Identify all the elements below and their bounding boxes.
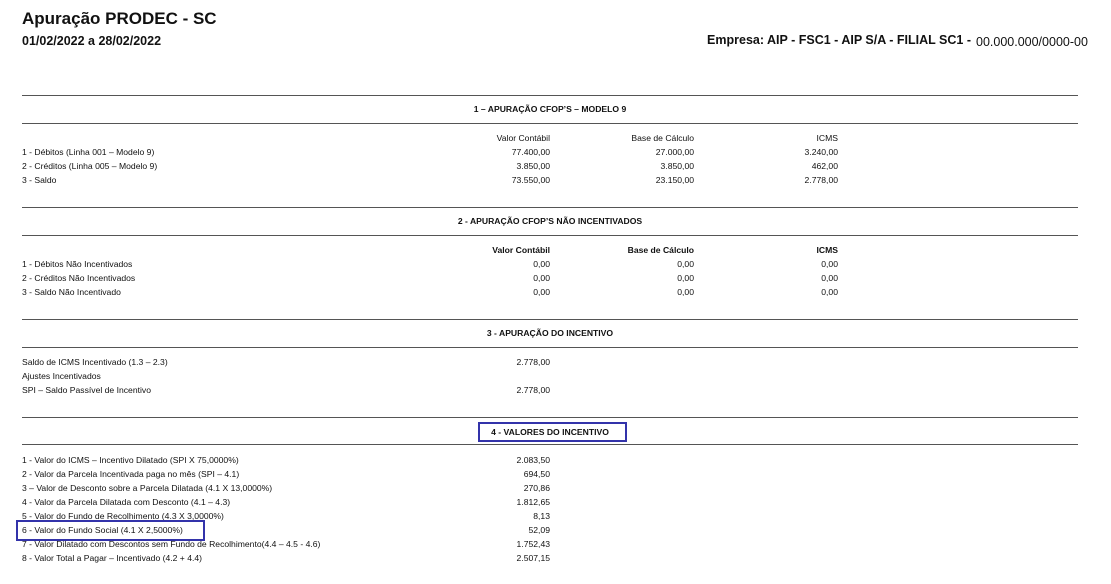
s1-row-v3: 462,00 [811, 161, 838, 171]
s1-row-v1: 73.550,00 [511, 175, 550, 185]
section-divider [22, 417, 1078, 418]
s2-row-v3: 0,00 [821, 273, 838, 283]
s2-row-v3: 0,00 [821, 259, 838, 269]
s3-row-value: 2.778,00 [516, 357, 550, 367]
section-4-highlight-box [478, 422, 627, 442]
s4-row-label: 4 - Valor da Parcela Dilatada com Desconto (4.1 – 4.3) [22, 497, 231, 507]
s3-row-label: Ajustes Incentivados [22, 371, 101, 381]
s4-row-value: 694,50 [523, 469, 550, 479]
s2-row-v1: 0,00 [533, 287, 550, 297]
s4-row-value: 2.507,15 [516, 553, 550, 563]
section-divider [22, 123, 1078, 124]
s2-row-v3: 0,00 [821, 287, 838, 297]
section-divider [22, 207, 1078, 208]
empresa-label: Empresa: AIP - FSC1 - AIP S/A - FILIAL SC1 - [707, 33, 971, 47]
s2-row-v2: 0,00 [677, 259, 694, 269]
s1-row-label: 2 - Créditos (Linha 005 – Modelo 9) [22, 161, 158, 171]
s4-row-label: 6 - Valor do Fundo Social (4.1 X 2,5000%) [22, 525, 183, 535]
s4-row-label: 1 - Valor do ICMS – Incentivo Dilatado (SPI X 75,0000%) [22, 455, 239, 465]
col-valor-contabil: Valor Contábil [496, 133, 550, 143]
col-base-calculo: Base de Cálculo [627, 245, 694, 255]
s2-row-label: 2 - Créditos Não Incentivados [22, 273, 136, 283]
section-divider [22, 444, 1078, 445]
section-2-title: 2 - APURAÇÃO CFOP’S NÃO INCENTIVADOS [457, 216, 643, 226]
s1-row-label: 1 - Débitos (Linha 001 – Modelo 9) [22, 147, 155, 157]
s3-row-value: 2.778,00 [516, 385, 550, 395]
row-6-highlight-box [16, 520, 205, 541]
s2-row-label: 1 - Débitos Não Incentivados [22, 259, 133, 269]
s1-row-v3: 2.778,00 [804, 175, 838, 185]
s1-row-label: 3 - Saldo [22, 175, 57, 185]
period-range: 01/02/2022 a 28/02/2022 [22, 34, 162, 48]
s1-row-v3: 3.240,00 [804, 147, 838, 157]
s4-row-value: 52,09 [528, 525, 550, 535]
section-divider [22, 235, 1078, 236]
cnpj-value: 00.000.000/0000-00 [976, 35, 1088, 49]
section-divider [22, 319, 1078, 320]
s4-row-value: 2.083,50 [516, 455, 550, 465]
s1-row-v2: 27.000,00 [655, 147, 694, 157]
col-base-calculo: Base de Cálculo [631, 133, 694, 143]
s4-row-label: 5 - Valor do Fundo de Recolhimento (4.3 X 3,0000%) [22, 511, 224, 521]
s3-row-label: SPI – Saldo Passível de Incentivo [22, 385, 151, 395]
s4-row-label: 7 - Valor Dilatado com Descontos sem Fundo de Recolhimento(4.4 – 4.5 - 4.6) [22, 539, 321, 549]
s1-row-v1: 77.400,00 [511, 147, 550, 157]
s1-row-v1: 3.850,00 [516, 161, 550, 171]
section-4-title: 4 - VALORES DO INCENTIVO [491, 427, 609, 437]
s1-row-v2: 3.850,00 [660, 161, 694, 171]
section-divider [22, 95, 1078, 96]
s4-row-label: 2 - Valor da Parcela Incentivada paga no mês (SPI – 4.1) [22, 469, 240, 479]
col-icms: ICMS [816, 133, 838, 143]
s2-row-v1: 0,00 [533, 259, 550, 269]
col-icms: ICMS [816, 245, 838, 255]
s2-row-label: 3 - Saldo Não Incentivado [22, 287, 121, 297]
s2-row-v1: 0,00 [533, 273, 550, 283]
s4-row-value: 1.752,43 [516, 539, 550, 549]
col-valor-contabil: Valor Contábil [492, 245, 550, 255]
s1-row-v2: 23.150,00 [655, 175, 694, 185]
section-divider [22, 347, 1078, 348]
page-title: Apuração PRODEC - SC [22, 9, 217, 28]
section-3-title: 3 - APURAÇÃO DO INCENTIVO [486, 328, 614, 338]
s4-row-label: 8 - Valor Total a Pagar – Incentivado (4.2 + 4.4) [22, 553, 203, 563]
s4-row-label: 3 – Valor de Desconto sobre a Parcela Dilatada (4.1 X 13,0000%) [22, 483, 273, 493]
s2-row-v2: 0,00 [677, 273, 694, 283]
s3-row-label: Saldo de ICMS Incentivado (1.3 – 2.3) [22, 357, 168, 367]
s4-row-value: 1.812,65 [516, 497, 550, 507]
s4-row-value: 8,13 [533, 511, 550, 521]
s2-row-v2: 0,00 [677, 287, 694, 297]
section-1-title: 1 – APURAÇÃO CFOP’S – MODELO 9 [473, 104, 627, 114]
s4-row-value: 270,86 [523, 483, 550, 493]
